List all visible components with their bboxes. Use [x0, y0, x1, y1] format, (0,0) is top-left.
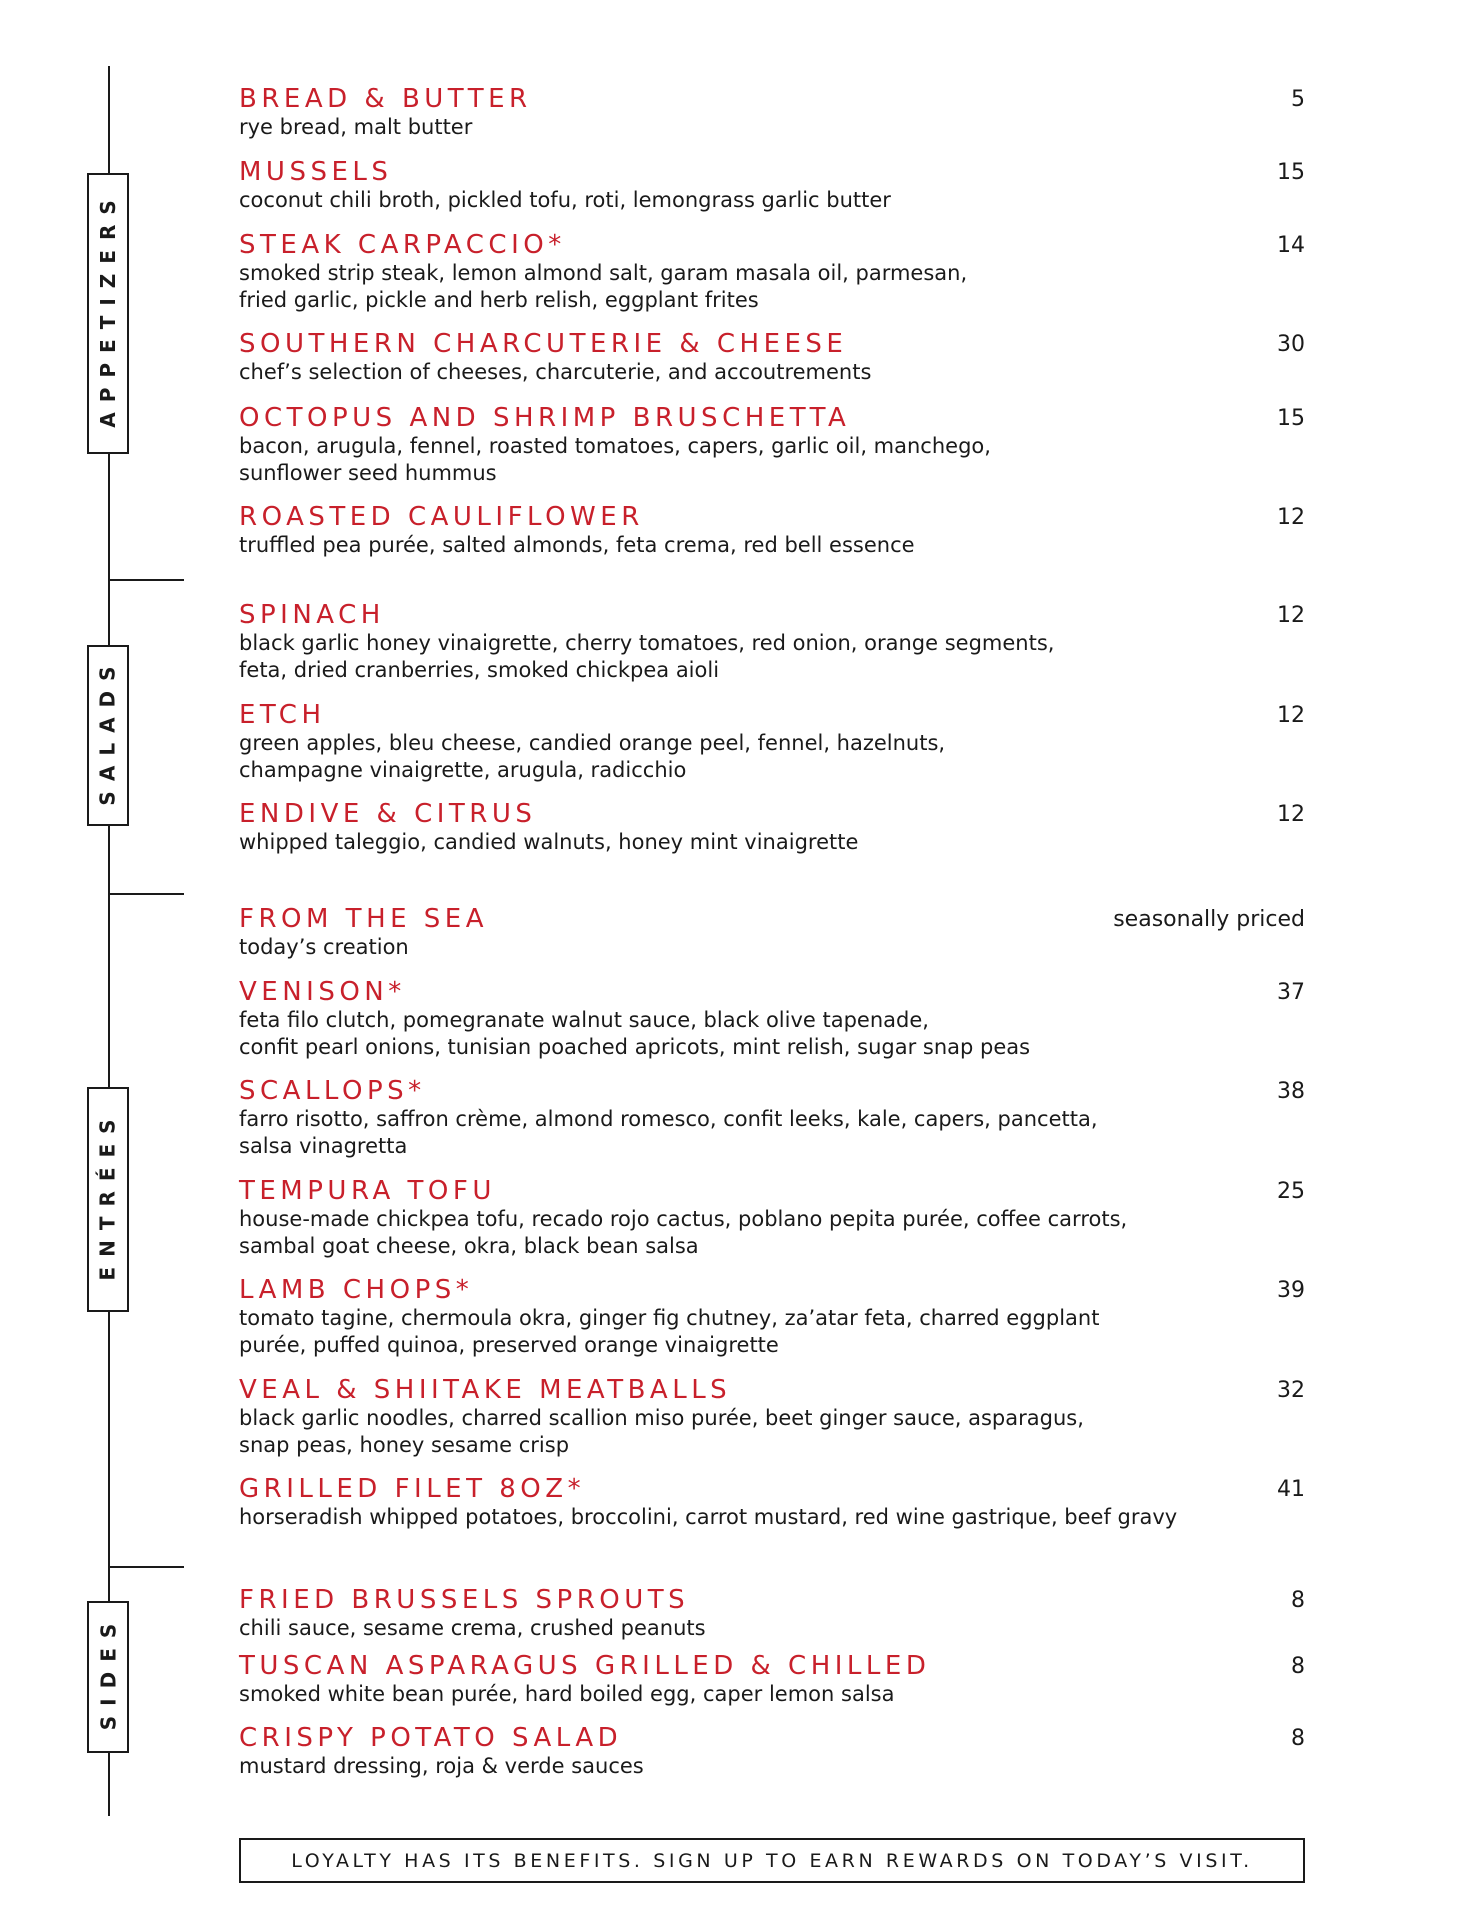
item-price: 39 — [1277, 1278, 1305, 1303]
section-label-salads — [87, 645, 129, 826]
item-description: green apples, bleu cheese, candied orange peel, fennel, hazelnuts, champagne vinaigrette, arugula, radicchio — [239, 731, 946, 782]
item-name: SPINACH — [239, 600, 385, 630]
menu-item — [239, 1176, 1305, 1260]
item-price: 30 — [1277, 332, 1305, 357]
section-divider — [108, 893, 184, 895]
menu-item — [239, 1723, 1305, 1780]
item-description: tomato tagine, chermoula okra, ginger fig chutney, za’atar feta, charred eggplant purée, puffed quinoa, preserved orange vinaigrette — [239, 1306, 1100, 1357]
item-name: BREAD & BUTTER — [239, 84, 532, 114]
menu-item — [239, 799, 1305, 856]
item-price: 41 — [1277, 1477, 1305, 1502]
section-label-text: SALADS — [96, 655, 120, 806]
item-description: black garlic honey vinaigrette, cherry tomatoes, red onion, orange segments, feta, dried cranberries, smoked chickpea aioli — [239, 631, 1055, 682]
item-description: smoked white bean purée, hard boiled egg, caper lemon salsa — [239, 1682, 895, 1706]
section-label-sides — [87, 1601, 129, 1753]
item-description: feta filo clutch, pomegranate walnut sauce, black olive tapenade, confit pearl onions, tunisian poached apricots, mint relish, sugar snap peas — [239, 1008, 1031, 1059]
item-name: FROM THE SEA — [239, 904, 489, 934]
item-price: 12 — [1277, 703, 1305, 728]
item-description: black garlic noodles, charred scallion miso purée, beet ginger sauce, asparagus, snap peas, honey sesame crisp — [239, 1406, 1084, 1457]
item-price: 38 — [1277, 1079, 1305, 1104]
loyalty-banner — [239, 1838, 1305, 1883]
item-price: 8 — [1291, 1726, 1305, 1751]
item-name: OCTOPUS AND SHRIMP BRUSCHETTA — [239, 403, 851, 433]
item-price: 5 — [1291, 87, 1305, 112]
menu-item — [239, 600, 1305, 684]
item-price: 12 — [1277, 603, 1305, 628]
item-name: ROASTED CAULIFLOWER — [239, 502, 644, 532]
menu-item — [239, 329, 1305, 386]
section-divider — [108, 1566, 184, 1568]
item-description: today’s creation — [239, 935, 409, 959]
item-price: 37 — [1277, 980, 1305, 1005]
section-label-text: ENTRÉES — [96, 1108, 121, 1281]
item-name: SOUTHERN CHARCUTERIE & CHEESE — [239, 329, 848, 359]
menu-item — [239, 84, 1305, 141]
item-name: ENDIVE & CITRUS — [239, 799, 537, 829]
item-name: FRIED BRUSSELS SPROUTS — [239, 1585, 690, 1615]
menu-item — [239, 1375, 1305, 1459]
item-description: house-made chickpea tofu, recado rojo cactus, poblano pepita purée, coffee carrots, sambal goat cheese, okra, black bean salsa — [239, 1207, 1128, 1258]
item-name: VEAL & SHIITAKE MEATBALLS — [239, 1375, 732, 1405]
item-description: truffled pea purée, salted almonds, feta crema, red bell essence — [239, 533, 915, 557]
item-price: 12 — [1277, 802, 1305, 827]
item-description: bacon, arugula, fennel, roasted tomatoes, capers, garlic oil, manchego, sunflower seed hummus — [239, 434, 991, 485]
item-name: TUSCAN ASPARAGUS GRILLED & CHILLED — [239, 1651, 931, 1681]
item-name: CRISPY POTATO SALAD — [239, 1723, 623, 1753]
item-name: ETCH — [239, 700, 326, 730]
item-description: rye bread, malt butter — [239, 115, 473, 139]
item-description: chili sauce, sesame crema, crushed peanuts — [239, 1616, 706, 1640]
menu-item — [239, 502, 1305, 559]
section-divider — [108, 579, 184, 581]
item-description: whipped taleggio, candied walnuts, honey mint vinaigrette — [239, 830, 859, 854]
section-label-appetizers — [87, 173, 129, 454]
item-description: coconut chili broth, pickled tofu, roti, lemongrass garlic butter — [239, 188, 891, 212]
item-name: SCALLOPS* — [239, 1076, 426, 1106]
menu-item — [239, 1275, 1305, 1359]
item-name: TEMPURA TOFU — [239, 1176, 496, 1206]
item-price: 8 — [1291, 1588, 1305, 1613]
item-name: VENISON* — [239, 977, 406, 1007]
menu-item — [239, 904, 1305, 961]
loyalty-text: LOYALTY HAS ITS BENEFITS. SIGN UP TO EARN REWARDS ON TODAY’S VISIT. — [291, 1849, 1253, 1872]
menu-item — [239, 1076, 1305, 1160]
item-price: 12 — [1277, 505, 1305, 530]
menu-item — [239, 1585, 1305, 1642]
item-price: 25 — [1277, 1179, 1305, 1204]
item-description: horseradish whipped potatoes, broccolini, carrot mustard, red wine gastrique, beef gravy — [239, 1505, 1178, 1529]
item-price: 8 — [1291, 1654, 1305, 1679]
item-price: 14 — [1277, 233, 1305, 258]
item-price: seasonally priced — [1113, 907, 1305, 932]
menu-item — [239, 230, 1305, 314]
item-description: chef’s selection of cheeses, charcuterie, and accoutrements — [239, 360, 872, 384]
section-label-text: APPETIZERS — [96, 189, 121, 428]
item-price: 32 — [1277, 1378, 1305, 1403]
item-price: 15 — [1277, 160, 1305, 185]
item-name: GRILLED FILET 8OZ* — [239, 1474, 586, 1504]
item-name: LAMB CHOPS* — [239, 1275, 474, 1305]
item-description: mustard dressing, roja & verde sauces — [239, 1754, 644, 1778]
menu-item — [239, 403, 1305, 487]
menu-item — [239, 977, 1305, 1061]
menu-item — [239, 1474, 1305, 1531]
item-price: 15 — [1277, 406, 1305, 431]
menu-item — [239, 1651, 1305, 1708]
menu-item — [239, 700, 1305, 784]
item-name: STEAK CARPACCIO* — [239, 230, 566, 260]
menu-item — [239, 157, 1305, 214]
section-label-entrees — [87, 1087, 129, 1312]
item-description: farro risotto, saffron crème, almond romesco, confit leeks, kale, capers, pancetta, salsa vinagretta — [239, 1107, 1098, 1158]
item-name: MUSSELS — [239, 157, 393, 187]
item-description: smoked strip steak, lemon almond salt, garam masala oil, parmesan, fried garlic, pickle and herb relish, eggplant frites — [239, 261, 968, 312]
section-label-text: SIDES — [96, 1613, 121, 1731]
